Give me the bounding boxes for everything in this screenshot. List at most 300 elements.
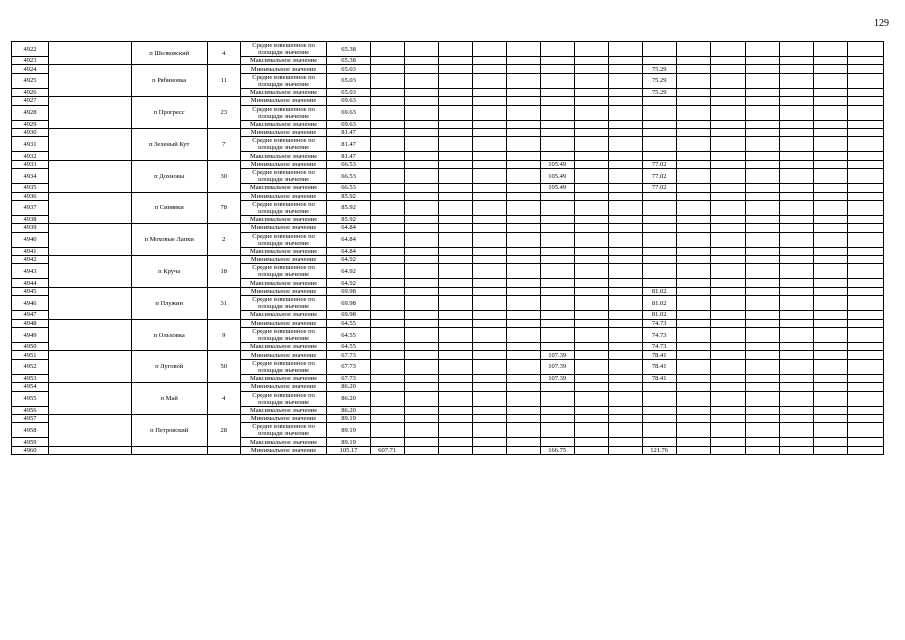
- data-cell: [574, 169, 608, 184]
- data-cell: [710, 232, 745, 247]
- data-cell: [847, 137, 883, 152]
- data-cell: [745, 256, 779, 264]
- value-type-label: Максимальное значение: [240, 279, 327, 287]
- data-cell: [472, 423, 506, 438]
- data-cell: [404, 279, 438, 287]
- data-cell: [813, 287, 847, 295]
- data-cell: [404, 247, 438, 255]
- page-number: 129: [874, 18, 889, 29]
- data-cell: [506, 105, 540, 120]
- value-type-label: Минимальное значение: [240, 256, 327, 264]
- data-cell: [745, 73, 779, 88]
- data-cell: [540, 383, 574, 391]
- settlement-name-cell: [131, 446, 207, 454]
- data-cell: [745, 319, 779, 327]
- data-cell: [438, 287, 472, 295]
- data-cell: [472, 128, 506, 136]
- data-cell: 107.39: [540, 374, 574, 382]
- row-id-cell: 4944: [12, 279, 49, 287]
- value-cell: 64.84: [327, 232, 370, 247]
- data-cell: [608, 311, 642, 319]
- data-cell: [676, 97, 710, 105]
- settlement-name-cell: п Ольховка: [131, 319, 207, 351]
- data-cell: [574, 184, 608, 192]
- data-cell: [813, 215, 847, 223]
- data-cell: [472, 343, 506, 351]
- data-cell: [847, 383, 883, 391]
- data-cell: [745, 311, 779, 319]
- value-cell: 64.84: [327, 247, 370, 255]
- data-cell: [540, 391, 574, 406]
- data-cell: [370, 319, 404, 327]
- data-cell: [370, 328, 404, 343]
- data-cell: [847, 374, 883, 382]
- value-cell: 89.19: [327, 414, 370, 422]
- data-cell: [847, 88, 883, 96]
- data-cell: [676, 287, 710, 295]
- data-cell: [710, 65, 745, 73]
- data-cell: [642, 97, 676, 105]
- data-cell: [847, 406, 883, 414]
- data-cell: [642, 423, 676, 438]
- data-cell: [642, 105, 676, 120]
- data-cell: [472, 328, 506, 343]
- data-cell: [574, 383, 608, 391]
- data-cell: [370, 414, 404, 422]
- value-cell: 86.20: [327, 391, 370, 406]
- data-cell: [813, 105, 847, 120]
- data-cell: [574, 256, 608, 264]
- data-cell: [540, 192, 574, 200]
- data-cell: [710, 120, 745, 128]
- data-cell: [438, 383, 472, 391]
- data-cell: [506, 406, 540, 414]
- value-type-label: Минимальное значение: [240, 351, 327, 359]
- data-cell: [745, 97, 779, 105]
- data-cell: [472, 414, 506, 422]
- data-cell: [676, 42, 710, 57]
- data-cell: [404, 232, 438, 247]
- data-cell: [642, 200, 676, 215]
- data-cell: [779, 374, 813, 382]
- data-cell: [574, 200, 608, 215]
- row-id-cell: 4930: [12, 128, 49, 136]
- data-cell: [745, 42, 779, 57]
- data-cell: [438, 279, 472, 287]
- empty-cell: [49, 383, 131, 415]
- data-cell: [438, 296, 472, 311]
- data-cell: [404, 423, 438, 438]
- data-cell: [608, 88, 642, 96]
- data-cell: [745, 247, 779, 255]
- data-cell: [472, 374, 506, 382]
- row-id-cell: 4933: [12, 160, 49, 168]
- data-cell: [745, 328, 779, 343]
- data-cell: [745, 414, 779, 422]
- data-cell: [472, 296, 506, 311]
- value-cell: 105.17: [327, 446, 370, 454]
- data-cell: [540, 296, 574, 311]
- data-cell: [745, 279, 779, 287]
- settlement-name-cell: п Прогресс: [131, 97, 207, 129]
- data-cell: [779, 215, 813, 223]
- data-cell: [847, 152, 883, 160]
- data-cell: [404, 438, 438, 446]
- data-cell: [813, 351, 847, 359]
- data-cell: [506, 256, 540, 264]
- data-cell: [506, 73, 540, 88]
- data-cell: [438, 128, 472, 136]
- data-cell: [370, 264, 404, 279]
- data-cell: [540, 105, 574, 120]
- data-cell: [676, 200, 710, 215]
- data-cell: [540, 97, 574, 105]
- data-cell: [540, 264, 574, 279]
- data-cell: [779, 383, 813, 391]
- data-cell: [847, 351, 883, 359]
- value-cell: 86.20: [327, 406, 370, 414]
- data-cell: [676, 57, 710, 65]
- data-cell: [540, 232, 574, 247]
- data-cell: [540, 42, 574, 57]
- count-cell: 7: [207, 128, 240, 160]
- count-cell: 9: [207, 319, 240, 351]
- data-cell: [847, 128, 883, 136]
- data-cell: [779, 160, 813, 168]
- data-cell: [506, 423, 540, 438]
- data-cell: [676, 319, 710, 327]
- data-cell: [472, 215, 506, 223]
- row-id-cell: 4959: [12, 438, 49, 446]
- data-cell: [847, 423, 883, 438]
- data-cell: [813, 406, 847, 414]
- value-cell: 81.47: [327, 137, 370, 152]
- data-cell: [506, 57, 540, 65]
- data-cell: [847, 232, 883, 247]
- data-cell: [847, 169, 883, 184]
- row-id-cell: 4956: [12, 406, 49, 414]
- value-type-label: Минимальное значение: [240, 160, 327, 168]
- data-cell: [370, 359, 404, 374]
- settlement-name-cell: п Луговой: [131, 351, 207, 383]
- data-cell: [438, 264, 472, 279]
- data-cell: [745, 224, 779, 232]
- data-cell: [404, 319, 438, 327]
- data-cell: [745, 65, 779, 73]
- data-cell: [779, 97, 813, 105]
- row-id-cell: 4925: [12, 73, 49, 88]
- data-cell: [472, 152, 506, 160]
- data-cell: [404, 57, 438, 65]
- data-cell: [779, 406, 813, 414]
- data-cell: [710, 57, 745, 65]
- data-cell: [710, 287, 745, 295]
- data-cell: [540, 247, 574, 255]
- data-cell: [404, 169, 438, 184]
- data-cell: [813, 137, 847, 152]
- data-cell: [438, 224, 472, 232]
- data-cell: [404, 343, 438, 351]
- data-cell: [745, 296, 779, 311]
- data-cell: [506, 264, 540, 279]
- data-cell: [779, 120, 813, 128]
- data-cell: [472, 391, 506, 406]
- data-cell: [472, 232, 506, 247]
- value-type-label: Максимальное значение: [240, 120, 327, 128]
- data-cell: [813, 383, 847, 391]
- data-cell: [642, 391, 676, 406]
- data-cell: 74.73: [642, 343, 676, 351]
- data-cell: [642, 215, 676, 223]
- data-cell: [370, 224, 404, 232]
- data-cell: [710, 247, 745, 255]
- value-cell: 66.53: [327, 169, 370, 184]
- data-cell: [506, 328, 540, 343]
- settlement-name-cell: п Синявки: [131, 192, 207, 224]
- data-cell: [438, 97, 472, 105]
- data-cell: [574, 264, 608, 279]
- data-cell: [676, 215, 710, 223]
- data-cell: [779, 169, 813, 184]
- data-cell: [370, 105, 404, 120]
- data-cell: [370, 374, 404, 382]
- data-cell: [574, 319, 608, 327]
- data-cell: [540, 279, 574, 287]
- data-cell: [438, 406, 472, 414]
- data-cell: [438, 152, 472, 160]
- row-id-cell: 4951: [12, 351, 49, 359]
- data-cell: [506, 215, 540, 223]
- data-cell: [813, 160, 847, 168]
- data-cell: [608, 446, 642, 454]
- value-cell: 65.38: [327, 42, 370, 57]
- data-cell: [608, 73, 642, 88]
- data-cell: [438, 247, 472, 255]
- data-cell: [642, 152, 676, 160]
- data-cell: [540, 88, 574, 96]
- data-cell: [779, 351, 813, 359]
- data-cell: [608, 105, 642, 120]
- value-type-label: Минимальное значение: [240, 65, 327, 73]
- data-cell: [847, 343, 883, 351]
- data-cell: [676, 247, 710, 255]
- data-cell: [676, 160, 710, 168]
- data-cell: [813, 328, 847, 343]
- data-cell: [813, 232, 847, 247]
- value-type-label: Минимальное значение: [240, 192, 327, 200]
- data-cell: [472, 224, 506, 232]
- settlement-name-cell: п Плужин: [131, 287, 207, 319]
- value-type-label: Максимальное значение: [240, 57, 327, 65]
- data-cell: [472, 200, 506, 215]
- data-cell: 77.02: [642, 169, 676, 184]
- value-type-label: Минимальное значение: [240, 287, 327, 295]
- data-cell: [574, 105, 608, 120]
- table-row: [12, 287, 884, 295]
- data-cell: [472, 256, 506, 264]
- data-cell: [506, 192, 540, 200]
- data-cell: [813, 311, 847, 319]
- data-cell: [642, 264, 676, 279]
- data-cell: [370, 423, 404, 438]
- data-cell: [608, 184, 642, 192]
- data-cell: [370, 152, 404, 160]
- data-cell: 105.49: [540, 160, 574, 168]
- data-cell: [813, 256, 847, 264]
- data-cell: [813, 120, 847, 128]
- data-cell: [438, 73, 472, 88]
- data-cell: [472, 65, 506, 73]
- data-cell: [608, 438, 642, 446]
- data-cell: 607.71: [370, 446, 404, 454]
- data-cell: [540, 73, 574, 88]
- row-id-cell: 4946: [12, 296, 49, 311]
- data-cell: [540, 256, 574, 264]
- data-cell: [745, 160, 779, 168]
- data-cell: [574, 192, 608, 200]
- data-cell: [847, 224, 883, 232]
- data-cell: 75.29: [642, 65, 676, 73]
- data-cell: [745, 232, 779, 247]
- data-cell: [506, 200, 540, 215]
- table-row: [12, 319, 884, 327]
- value-cell: 64.84: [327, 224, 370, 232]
- data-cell: [813, 57, 847, 65]
- data-cell: [779, 391, 813, 406]
- value-cell: 65.03: [327, 88, 370, 96]
- table-row: [12, 192, 884, 200]
- data-cell: [506, 351, 540, 359]
- data-cell: [745, 57, 779, 65]
- data-cell: [710, 73, 745, 88]
- data-cell: [438, 169, 472, 184]
- data-cell: [506, 383, 540, 391]
- data-cell: [370, 287, 404, 295]
- data-cell: [506, 224, 540, 232]
- row-id-cell: 4950: [12, 343, 49, 351]
- data-cell: [813, 414, 847, 422]
- table-row: [12, 383, 884, 391]
- data-cell: [574, 328, 608, 343]
- data-cell: [574, 152, 608, 160]
- value-cell: 66.53: [327, 184, 370, 192]
- data-cell: [370, 296, 404, 311]
- data-cell: [370, 97, 404, 105]
- data-cell: [574, 311, 608, 319]
- row-id-cell: 4932: [12, 152, 49, 160]
- data-cell: [710, 279, 745, 287]
- data-cell: [608, 137, 642, 152]
- data-cell: [574, 65, 608, 73]
- row-id-cell: 4954: [12, 383, 49, 391]
- data-cell: [472, 73, 506, 88]
- data-cell: [745, 192, 779, 200]
- row-id-cell: 4939: [12, 224, 49, 232]
- data-cell: [745, 137, 779, 152]
- data-cell: [404, 184, 438, 192]
- data-cell: [438, 446, 472, 454]
- data-cell: [574, 42, 608, 57]
- data-cell: [506, 42, 540, 57]
- data-cell: [710, 406, 745, 414]
- data-cell: [710, 42, 745, 57]
- data-cell: [813, 423, 847, 438]
- data-cell: [438, 319, 472, 327]
- data-cell: [608, 296, 642, 311]
- data-cell: [745, 374, 779, 382]
- data-cell: [710, 200, 745, 215]
- data-cell: [608, 359, 642, 374]
- data-cell: [370, 120, 404, 128]
- data-cell: [370, 73, 404, 88]
- data-cell: [404, 137, 438, 152]
- data-cell: [404, 264, 438, 279]
- data-cell: [506, 311, 540, 319]
- data-cell: [813, 343, 847, 351]
- value-type-label: Максимальное значение: [240, 184, 327, 192]
- data-cell: [710, 215, 745, 223]
- data-cell: [404, 446, 438, 454]
- count-cell: 78: [207, 192, 240, 224]
- settlement-name-cell: п Зеленый Кут: [131, 128, 207, 160]
- data-cell: [779, 232, 813, 247]
- value-type-label: Средне взвешенное по площади значение: [240, 264, 327, 279]
- data-cell: [676, 137, 710, 152]
- data-cell: [404, 406, 438, 414]
- count-cell: 18: [207, 256, 240, 288]
- row-id-cell: 4948: [12, 319, 49, 327]
- data-cell: [404, 97, 438, 105]
- table-row: [12, 97, 884, 105]
- data-cell: [847, 192, 883, 200]
- data-cell: [540, 152, 574, 160]
- data-cell: [813, 65, 847, 73]
- data-cell: [847, 414, 883, 422]
- data-cell: [370, 311, 404, 319]
- data-cell: [710, 256, 745, 264]
- value-type-label: Минимальное значение: [240, 97, 327, 105]
- table-row: [12, 256, 884, 264]
- data-cell: [710, 414, 745, 422]
- data-cell: [506, 414, 540, 422]
- data-cell: [574, 359, 608, 374]
- data-cell: [710, 328, 745, 343]
- data-cell: [506, 137, 540, 152]
- data-cell: [404, 224, 438, 232]
- data-cell: [847, 328, 883, 343]
- data-cell: [472, 88, 506, 96]
- data-cell: [813, 42, 847, 57]
- data-cell: [608, 247, 642, 255]
- empty-cell: [49, 65, 131, 97]
- data-cell: [404, 374, 438, 382]
- data-cell: [813, 192, 847, 200]
- value-cell: 67.73: [327, 351, 370, 359]
- data-cell: [710, 383, 745, 391]
- data-cell: [574, 391, 608, 406]
- data-cell: 75.29: [642, 88, 676, 96]
- row-id-cell: 4940: [12, 232, 49, 247]
- value-cell: 67.73: [327, 359, 370, 374]
- data-cell: [540, 137, 574, 152]
- data-cell: [676, 88, 710, 96]
- row-id-cell: 4943: [12, 264, 49, 279]
- data-cell: [472, 264, 506, 279]
- table-row: [12, 160, 884, 168]
- data-cell: [472, 446, 506, 454]
- data-cell: [438, 438, 472, 446]
- data-cell: [745, 215, 779, 223]
